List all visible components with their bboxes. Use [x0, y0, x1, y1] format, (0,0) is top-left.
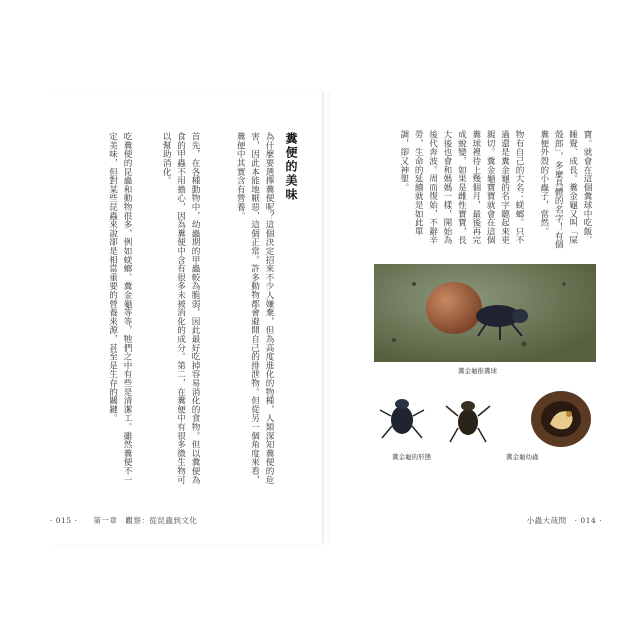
section-heading: 糞便的美味 [284, 132, 298, 202]
photo-beetle-dorsal [374, 388, 430, 450]
left-page [48, 92, 322, 544]
caption-ball: 糞金龜推糞球 [458, 367, 497, 375]
body-paragraph: 寶。就會在這個糞球中吃飯、睡覺、成長。糞金龜又叫「屎殼郎」，多麼具體的名字！有個糞便外殼的小蟲子，當然。 [538, 130, 592, 249]
larva-illustration [526, 388, 596, 450]
body-paragraph: 吃糞便的昆蟲和動物很多，例如蜣螂、糞金龜等等，牠們之中有些是清潔工。雖然糞便不一定美味，但對某些昆蟲來說卻是相當重要的營養來源，甚至是生存的關鍵。 [107, 132, 132, 484]
photo-dung-beetle-ball [374, 264, 596, 362]
dung-beetle-ball-illustration [374, 264, 596, 362]
beetle-dorsal-illustration [374, 388, 430, 450]
body-paragraph: 為什麼要選擇糞便呢？這個決定招來不少人嫌棄，但為高度進化的物種，人類深知糞便的危害，因此本能地厭惡，這個正常。許多動物都會避開自己的排泄物。但從另一個角度來看，糞便中其實含有營養。 [235, 132, 274, 484]
book-gutter [322, 92, 330, 544]
body-paragraph: 物有自己的大名：蜣螂。只不過還是糞金龜的名字聽起來更親切。糞金龜寶寶就會在這個糞球裡待上幾個月，最後再完成蛻變，如果是雌性寶寶，長大後也會和媽媽一樣，開始為後代奔波。周而復始，不辭辛勞，生命的延續就是如此單調，卻又神聖。 [398, 130, 524, 245]
footer-left: · 015 · 第一章 觀察：從昆蟲到文化 [50, 516, 198, 525]
caption-adult: 糞金龜的形態 [392, 453, 431, 461]
photo-larva [526, 388, 596, 450]
photo-beetle-ventral [440, 388, 496, 450]
footer-right: 小蟲大哉問 · 014 · [526, 516, 602, 525]
caption-larva: 糞金龜幼蟲 [506, 453, 539, 461]
body-paragraph: 首先，在各種動物中，幼蟲期的甲蟲較為脆弱，因此最好吃掉容易消化的食物。但以糞便為食的甲蟲不用擔心，因為糞便中含有很多未被消化的成分。第二，在糞便中有很多微生物可以幫助消化。 [161, 132, 200, 484]
right-page [330, 92, 606, 544]
beetle-ventral-illustration [440, 388, 496, 450]
